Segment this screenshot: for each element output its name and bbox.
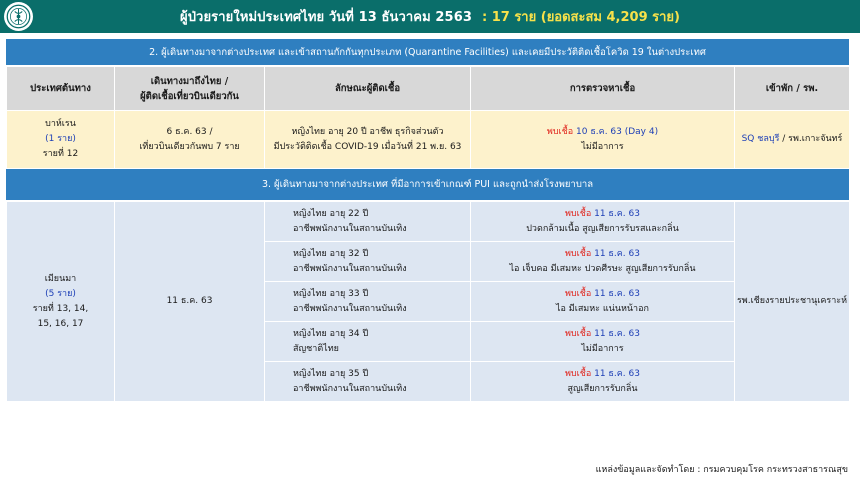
section-3-title: 3. ผู้เดินทางมาจากต่างประเทศ ที่มีอาการเข้าเกณฑ์ PUI และถูกนำส่งโรงพยาบาล — [6, 169, 849, 201]
patient-cell — [265, 322, 471, 362]
patient-desc: หญิงไทย อายุ 20 ปี อาชีพ ธุรกิจส่วนตัว — [291, 126, 444, 137]
found-label: พบเชื้อ — [565, 288, 592, 299]
origin-cell — [7, 202, 115, 402]
col-patient: ลักษณะผู้ติดเชื้อ — [265, 67, 471, 111]
case-number: รายที่ 12 — [42, 149, 79, 159]
test-result — [471, 247, 734, 262]
found-label: พบเชื้อ — [565, 328, 592, 339]
test-cell — [471, 322, 735, 362]
table-header-row — [7, 67, 850, 111]
arrival-cell — [115, 111, 265, 169]
test-cell — [471, 282, 735, 322]
case-count: : 17 ราย (ยอดสะสม 4,209 ราย) — [481, 10, 680, 25]
country-count: (5 ราย) — [45, 288, 76, 299]
symptom: ไม่มีอาการ — [581, 141, 624, 152]
patient-cell — [265, 362, 471, 402]
flight-info: เที่ยวบินเดียวกันพบ 7 ราย — [139, 141, 240, 152]
patient-job: อาชีพพนักงานในสถานบันเทิง — [293, 303, 407, 314]
pui-cases-table — [6, 201, 850, 402]
patient-desc: หญิงไทย อายุ 33 ปี — [293, 288, 369, 299]
patient-desc: หญิงไทย อายุ 35 ปี — [293, 368, 369, 379]
table-row — [7, 202, 850, 242]
facility-hospital: / รพ.เกาะจันทร์ — [779, 134, 843, 144]
col-arrival — [115, 67, 265, 111]
test-result — [471, 207, 734, 222]
patient-desc: หญิงไทย อายุ 32 ปี — [293, 248, 369, 259]
found-label: พบเชื้อ — [546, 126, 574, 137]
patient-cell — [265, 111, 471, 169]
col-test: การตรวจหาเชื้อ — [471, 67, 735, 111]
test-result — [471, 367, 734, 382]
symptom: ไอ เจ็บคอ มีเสมหะ ปวดศีรษะ สูญเสียการรับกลิ่น — [509, 263, 696, 274]
patient-cell — [265, 282, 471, 322]
header-bar — [0, 0, 860, 33]
test-result — [471, 125, 734, 140]
found-date: 11 ธ.ค. 63 — [591, 368, 640, 379]
patient-cell — [265, 242, 471, 282]
found-date: 11 ธ.ค. 63 — [591, 208, 640, 219]
patient-desc: หญิงไทย อายุ 22 ปี — [293, 208, 369, 219]
symptom: ไม่มีอาการ — [581, 343, 624, 354]
symptom: สูญเสียการรับกลิ่น — [567, 383, 638, 394]
country-count: (1 ราย) — [45, 134, 76, 144]
found-date: 11 ธ.ค. 63 — [591, 248, 640, 259]
found-date: 11 ธ.ค. 63 — [591, 328, 640, 339]
found-label: พบเชื้อ — [565, 368, 592, 379]
found-date: 10 ธ.ค. 63 (Day 4) — [573, 126, 659, 137]
section-2-title: 2. ผู้เดินทางมาจากต่างประเทศ และเข้าสถานกักกันทุกประเภท (Quarantine Facilities) และเคยมีประวัติติดเชื้อโควิด 19 ในต่างประเทศ — [6, 39, 849, 66]
table-row — [7, 111, 850, 169]
report-table-area — [6, 39, 849, 402]
found-label: พบเชื้อ — [565, 248, 592, 259]
symptom: ไอ มีเสมหะ แน่นหน้าอก — [556, 303, 649, 314]
test-cell — [471, 202, 735, 242]
facility-sq: SQ ชลบุรี — [741, 134, 780, 144]
test-result — [471, 327, 734, 342]
col-arrival-line2: ผู้ติดเชื้อเที่ยวบินเดียวกัน — [140, 90, 239, 102]
origin-cell — [7, 111, 115, 169]
found-label: พบเชื้อ — [565, 208, 592, 219]
cases-table — [6, 66, 850, 169]
arrival-cell: 11 ธ.ค. 63 — [115, 202, 265, 402]
col-arrival-line1: เดินทางมาถึงไทย / — [150, 75, 229, 87]
patient-nationality: สัญชาติไทย — [293, 343, 339, 354]
patient-history: มีประวัติติดเชื้อ COVID-19 เมื่อวันที่ 21 พ.ย. 63 — [273, 141, 462, 152]
page-title: ผู้ป่วยรายใหม่ประเทศไทย วันที่ 13 ธันวาคม 2563 — [179, 10, 472, 25]
country-name: บาห์เรน — [45, 119, 76, 129]
patient-job: อาชีพพนักงานในสถานบันเทิง — [293, 223, 407, 234]
country-name: เมียนมา — [44, 273, 77, 284]
ministry-logo — [4, 2, 33, 31]
test-cell — [471, 362, 735, 402]
test-cell — [471, 242, 735, 282]
case-number-line1: รายที่ 13, 14, — [32, 303, 89, 314]
source-footnote: แหล่งข้อมูลและจัดทำโดย : กรมควบคุมโรค กระทรวงสาธารณสุข — [595, 465, 848, 475]
arrival-date: 6 ธ.ค. 63 / — [166, 126, 213, 137]
symptom: ปวดกล้ามเนื้อ สูญเสียการรับรสและกลิ่น — [526, 223, 679, 234]
ministry-seal-icon — [6, 4, 31, 29]
test-cell — [471, 111, 735, 169]
facility-cell — [735, 111, 850, 169]
col-origin: ประเทศต้นทาง — [7, 67, 115, 111]
patient-job: อาชีพพนักงานในสถานบันเทิง — [293, 383, 407, 394]
patient-cell — [265, 202, 471, 242]
patient-job: อาชีพพนักงานในสถานบันเทิง — [293, 263, 407, 274]
col-facility: เข้าพัก / รพ. — [735, 67, 850, 111]
patient-desc: หญิงไทย อายุ 34 ปี — [293, 328, 369, 339]
test-result — [471, 287, 734, 302]
found-date: 11 ธ.ค. 63 — [591, 288, 640, 299]
case-number-line2: 15, 16, 17 — [37, 318, 84, 329]
facility-cell: รพ.เชียงรายประชานุเคราะห์ — [735, 202, 850, 402]
